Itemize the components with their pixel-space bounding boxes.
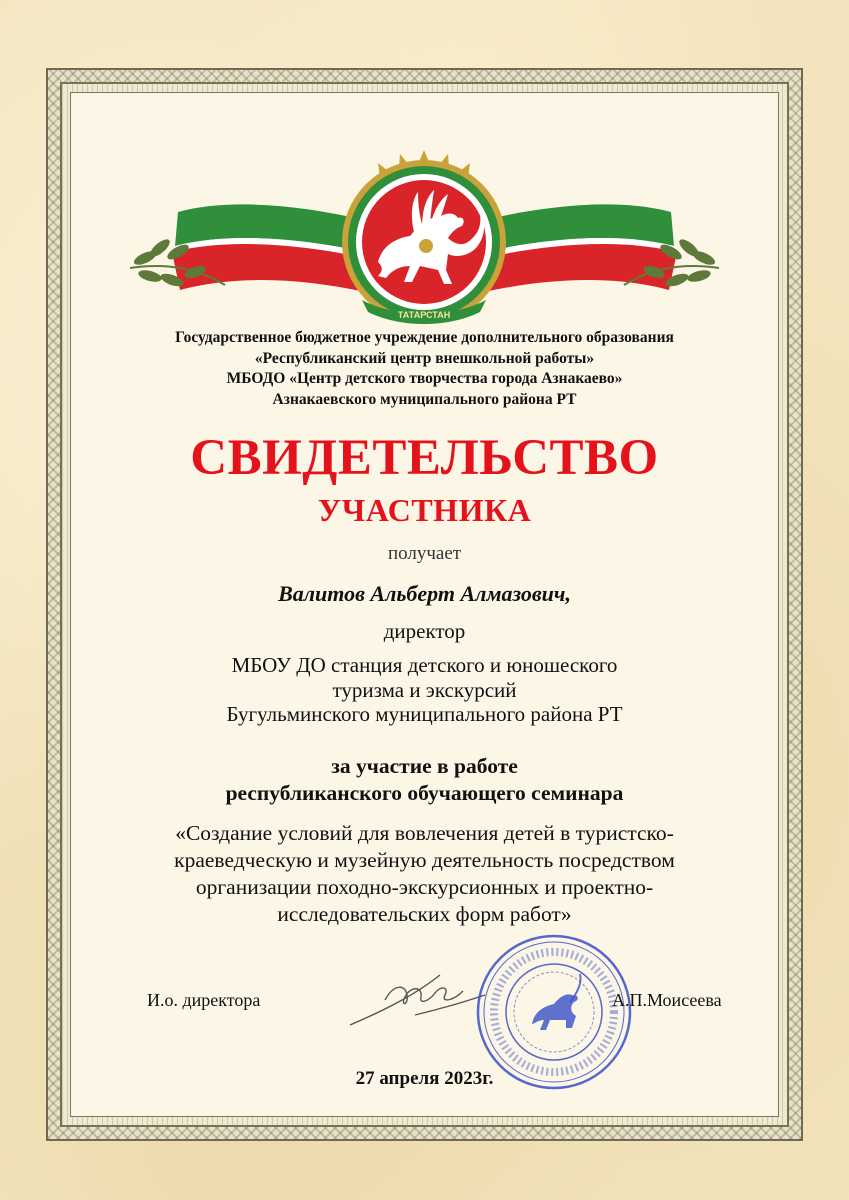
topic-line-2: краеведческую и музейную деятельность посредством [174, 848, 675, 872]
topic-line-3: организации походно-экскурсионных и проектно- [195, 875, 654, 899]
reason-line-2: республиканского обучающего семинара [225, 781, 624, 805]
issue-date: 27 апреля 2023г. [355, 1068, 494, 1089]
org-line-1: МБОУ ДО станция детского и юношеского [231, 653, 618, 677]
left-flag-wing [172, 204, 365, 292]
issuer-line-2: «Республиканский центр внешкольной работы» [254, 349, 595, 367]
issuer-line-3: МБОДО «Центр детского творчества города Азнакаево» [226, 370, 623, 387]
award-reason [70, 753, 779, 807]
topic-line-1: «Создание условий для вовлечения детей в туристско- [175, 821, 674, 845]
topic-line-4: исследовательских форм работ» [277, 902, 572, 926]
certificate-title: СВИДЕТЕЛЬСТВО [190, 430, 659, 486]
recipient-position: директор [383, 619, 466, 643]
reason-line-1: за участие в работе [331, 754, 518, 778]
tatarstan-emblem [0, 0, 849, 330]
issuer-header [70, 328, 779, 410]
receives-label: получает [387, 543, 462, 564]
recipient-organization [70, 653, 779, 727]
certificate-subtitle: УЧАСТНИКА [317, 492, 532, 528]
emblem-disc [342, 150, 506, 324]
issuer-line-1: Государственное бюджетное учреждение дополнительного образования [175, 329, 674, 346]
signatory-name: А.П.Моисеева [612, 990, 722, 1010]
recipient-name: Валитов Альберт Алмазович, [278, 581, 571, 606]
handwritten-signature [345, 955, 495, 1035]
right-flag-wing [484, 204, 677, 292]
org-line-2: туризма и экскурсий [332, 677, 517, 702]
issuer-line-4: Азнакаевского муниципального района РТ [272, 390, 577, 408]
org-line-3: Бугульминского муниципального района РТ [226, 702, 623, 726]
emblem-ribbon-text: ТАТАРСТАН [397, 310, 451, 320]
seminar-topic [100, 820, 749, 928]
signatory-role: И.о. директора [147, 990, 261, 1010]
